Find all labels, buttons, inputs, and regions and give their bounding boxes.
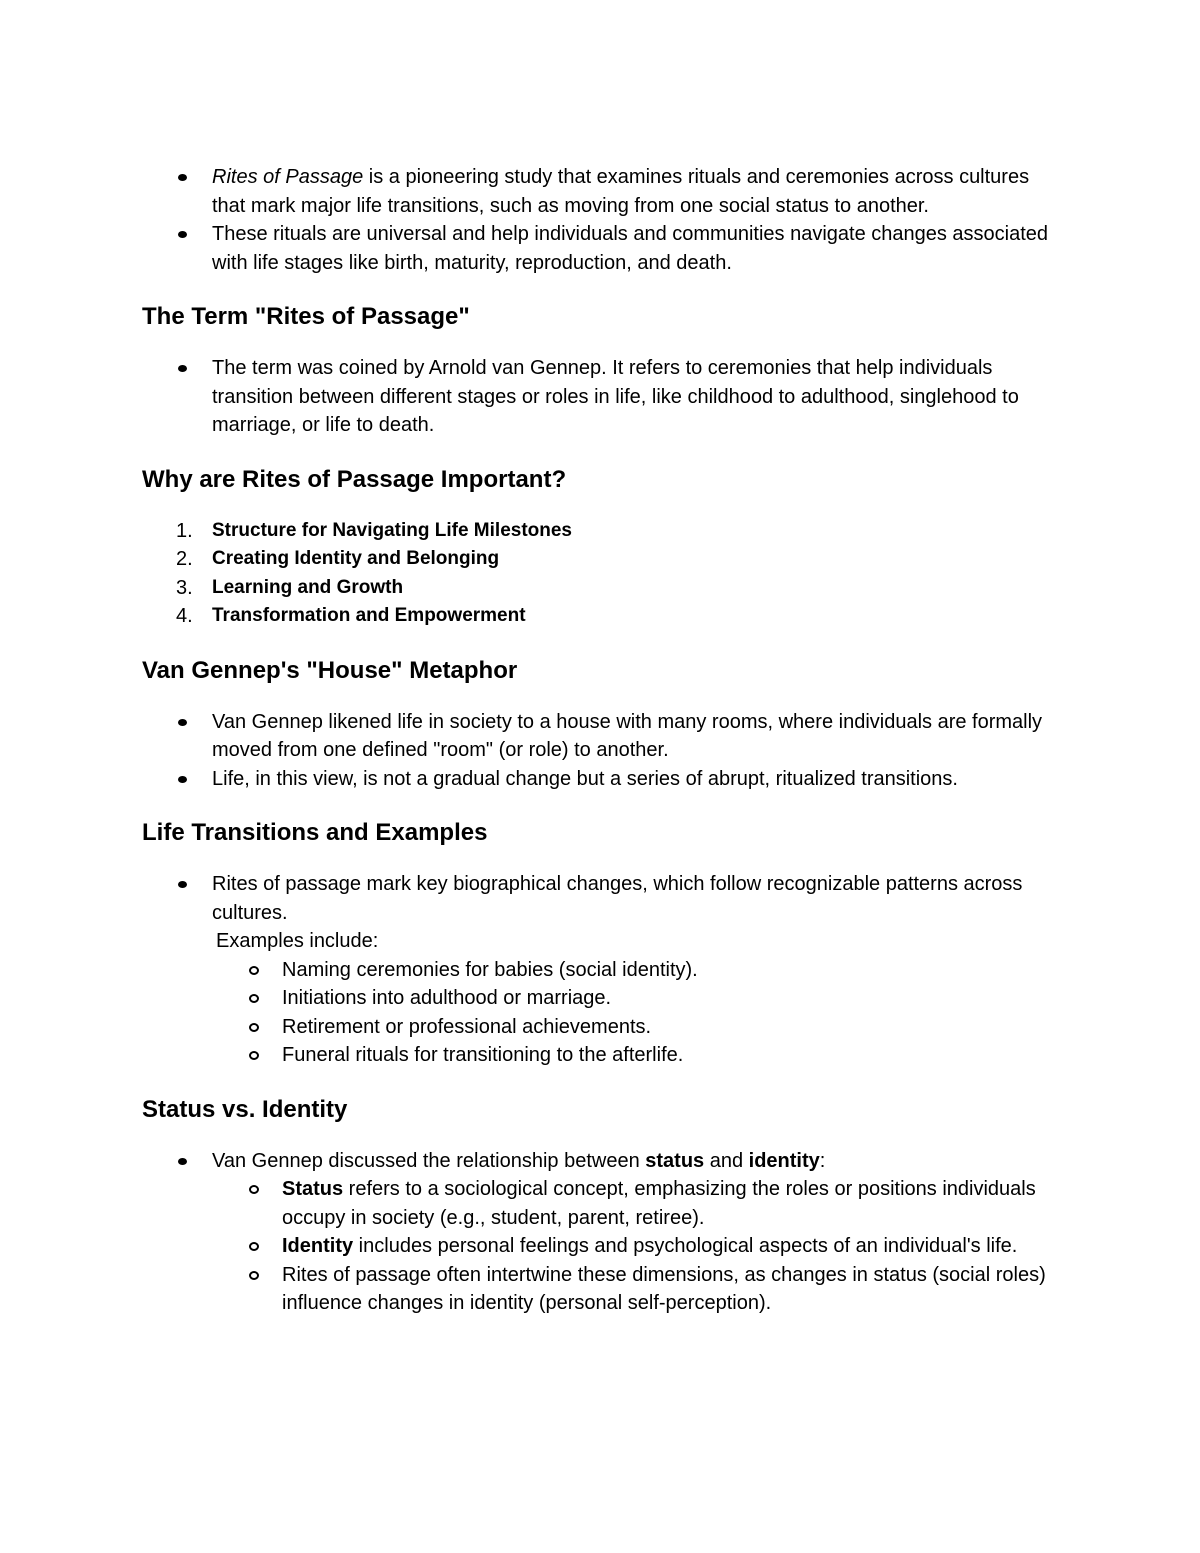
item-text: Transformation and Empowerment — [212, 605, 526, 626]
intro-list — [142, 163, 1062, 277]
bold-term: Identity — [282, 1235, 354, 1257]
list-item — [142, 765, 1062, 794]
item-number: 2. — [176, 548, 193, 570]
item-number: 3. — [176, 576, 193, 599]
list-item — [142, 1147, 1062, 1176]
list-item-text: : — [819, 1149, 826, 1172]
house-list — [142, 708, 1062, 794]
sublist-item — [212, 956, 1062, 985]
examples-sublist — [212, 956, 1062, 1070]
item-number: 1. — [176, 519, 193, 542]
list-item — [142, 220, 1062, 277]
list-item-text: These rituals are universal and help individuals and communities navigate changes associated with life stages like birth, maturity, reproduction, and death. — [212, 223, 1049, 274]
section-heading-why: Why are Rites of Passage Important? — [142, 465, 567, 493]
sublist-item — [212, 1041, 1062, 1070]
italic-title: Rites of Passage — [212, 166, 364, 188]
document-content — [142, 163, 1062, 1318]
list-item-text: Rites of passage mark key biographical changes, which follow recognizable patterns across cultures. — [212, 873, 1023, 924]
list-item — [142, 163, 1062, 220]
bold-term-status: status — [645, 1149, 705, 1172]
section-heading-term: The Term "Rites of Passage" — [142, 303, 470, 330]
sublist-item — [212, 1261, 1062, 1318]
bold-term: Status — [282, 1178, 344, 1200]
section-heading-transitions: Life Transitions and Examples — [142, 819, 488, 846]
sublist-item-text: Rites of passage often intertwine these dimensions, as changes in status (social roles) influence changes in identity (personal self-perception). — [282, 1263, 1046, 1314]
sublist-item — [212, 1013, 1062, 1042]
sublist-item — [212, 1175, 1062, 1232]
sublist-item-text: Funeral rituals for transitioning to the afterlife. — [282, 1044, 684, 1066]
list-item-text: Life, in this view, is not a gradual change but a series of abrupt, ritualized transitions. — [212, 767, 958, 790]
why-numbered-list — [142, 517, 1062, 631]
sublist-item — [212, 1232, 1062, 1261]
list-item — [142, 870, 1062, 956]
list-item-text: The term was coined by Arnold van Gennep. It refers to ceremonies that help individuals transition between different stages or roles in life, like childhood to adulthood, singlehood to marriage, or life to death. — [212, 357, 1019, 436]
item-text: Structure for Navigating Life Milestones — [212, 519, 572, 541]
list-item — [142, 708, 1062, 765]
sublist-item-text: Initiations into adulthood or marriage. — [282, 987, 612, 1009]
item-text: Learning and Growth — [212, 576, 404, 598]
sublist-item-text: refers to a sociological concept, emphasizing the roles or positions individuals occupy in society (e.g., student, parent, retiree). — [282, 1178, 1036, 1229]
list-item-text: Van Gennep likened life in society to a house with many rooms, where individuals are formally moved from one defined "room" (or role) to another. — [212, 710, 1043, 761]
item-text: Creating Identity and Belonging — [212, 548, 500, 569]
sublist-item-text: Naming ceremonies for babies (social identity). — [282, 958, 698, 981]
list-item-text: is a pioneering study that examines rituals and ceremonies across cultures that mark major life transitions, such as moving from one social status to another. — [212, 166, 1030, 217]
term-list — [142, 354, 1062, 440]
examples-intro: Examples include: — [216, 930, 379, 952]
status-list — [142, 1147, 1062, 1176]
numbered-item — [142, 602, 1062, 631]
list-item-text: Van Gennep discussed the relationship between — [212, 1149, 646, 1172]
sublist-item-text: includes personal feelings and psychological aspects of an individual's life. — [353, 1235, 1018, 1257]
transitions-list — [142, 870, 1062, 956]
status-sublist — [212, 1175, 1062, 1318]
section-heading-status: Status vs. Identity — [142, 1095, 348, 1123]
list-item — [142, 354, 1062, 440]
numbered-item — [142, 574, 1062, 603]
numbered-item — [142, 545, 1062, 574]
bold-term-identity: identity — [748, 1149, 820, 1172]
numbered-item — [142, 517, 1062, 546]
list-item-text: and — [704, 1149, 749, 1172]
item-number: 4. — [176, 605, 193, 627]
sublist-item-text: Retirement or professional achievements. — [282, 1015, 652, 1038]
sublist-item — [212, 984, 1062, 1013]
section-heading-house: Van Gennep's "House" Metaphor — [142, 656, 518, 684]
